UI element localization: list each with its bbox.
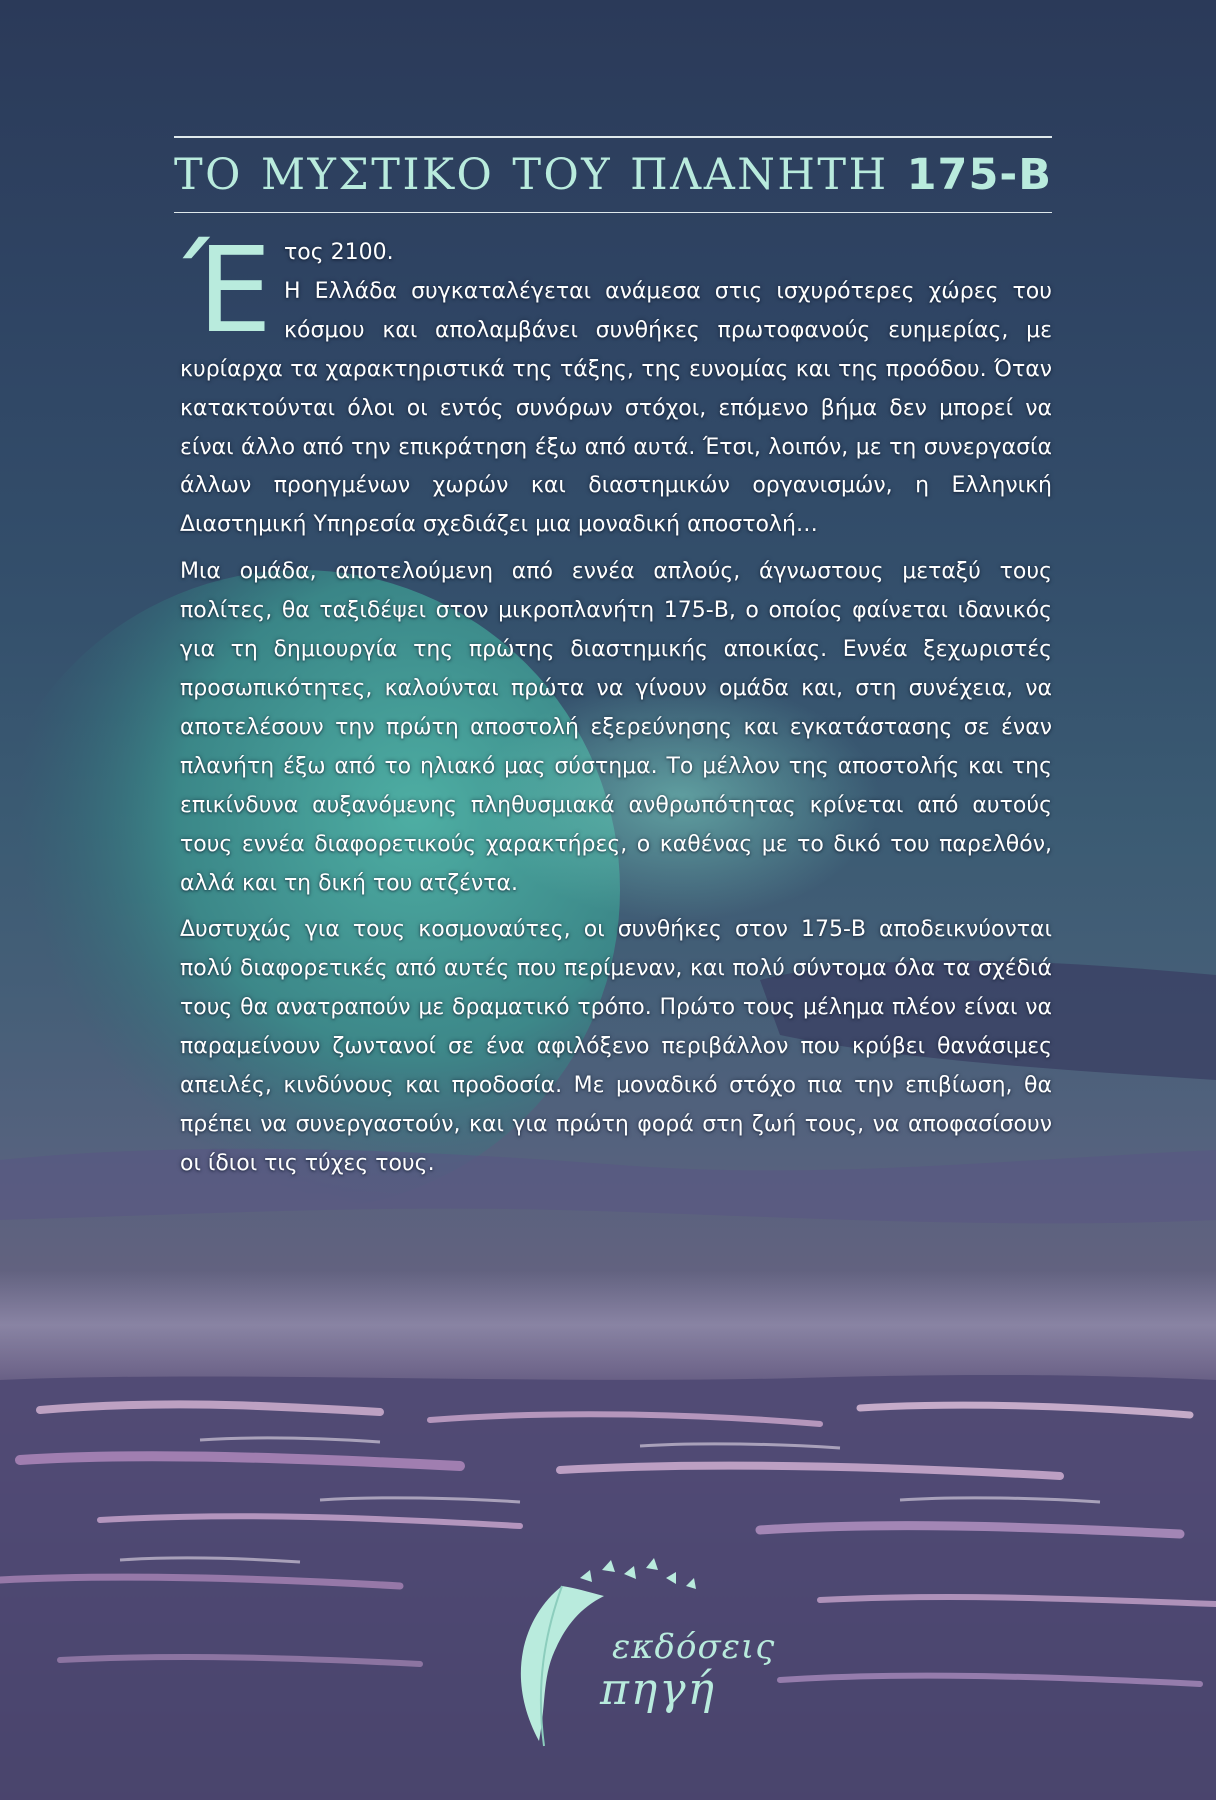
publisher-line-1: εκδόσεις	[612, 1627, 776, 1667]
publisher-line-2: πηγή	[600, 1664, 716, 1715]
title-rule-bottom	[174, 212, 1052, 214]
blurb-lead: τος 2100.	[284, 240, 394, 265]
title-rule-top	[174, 136, 1052, 138]
book-title	[174, 146, 1052, 204]
title-block	[174, 136, 1052, 213]
blurb-paragraph-2: Μια ομάδα, αποτελούμενη από εννέα απλούς, άγνωστους μεταξύ τους πολίτες, θα ταξιδέψει στον μικροπλανήτη 175-Β, ο οποίος φαίνεται ιδανικός για τη δημιουργία της πρώτης διαστημικής αποικίας. Εννέα ξεχωριστές προσωπικότητες, καλούνται πρώτα να γίνουν ομάδα και, στη συνέχεια, να αποτελέσουν την πρώτη αποστολή εξερεύνησης και εγκατάστασης σε έναν πλανήτη έξω από το ηλιακό μας σύστημα. Το μέλλον της αποστολής και της επικίνδυνα αυξανόμενης πληθυσμιακά ανθρωπότητας κρίνεται από αυτούς τους εννέα διαφορετικούς χαρακτήρες, ο καθένας με το δικό του παρελθόν, αλλά και τη δική του ατζέντα.	[180, 559, 1052, 896]
blurb-paragraph-1	[180, 221, 1052, 545]
blurb	[180, 221, 1052, 1192]
drop-cap: Έ	[184, 221, 273, 359]
title-main: ΤΟ ΜΥΣΤΙΚΟ ΤΟΥ ΠΛΑΝΗΤΗ	[174, 149, 889, 200]
blurb-paragraph-1-text: Η Ελλάδα συγκαταλέγεται ανάμεσα στις ισχυρότερες χώρες του κόσμου και απολαμβάνει συνθήκες πρωτοφανούς ευημερίας, με κυρίαρχα τα χαρακτηριστικά της τάξης, της ευνομίας και της προόδου. Όταν κατακτούνται όλοι οι εντός συνόρων στόχοι, επόμενο βήμα δεν μπορεί να είναι άλλο από την επικράτηση έξω από αυτά. Έτσι, λοιπόν, με τη συνεργασία άλλων προηγμένων χωρών και διαστημικών οργανισμών, η Ελληνική Διαστημική Υπηρεσία σχεδιάζει μια μοναδική αποστολή…	[180, 278, 1052, 538]
horizon-light	[0, 1270, 1216, 1380]
blurb-paragraph-3: Δυστυχώς για τους κοσμοναύτες, οι συνθήκες στον 175-Β αποδεικνύονται πολύ διαφορετικές από αυτές που περίμεναν, και πολύ σύντομα όλα τα σχέδιά τους θα ανατραπούν με δραματικό τρόπο. Πρώτο τους μέλημα πλέον είναι να παραμείνουν ζωντανοί σε ένα αφιλόξενο περιβάλλον που κρύβει θανάσιμες απειλές, κινδύνους και προδοσία. Με μοναδικό στόχο πια την επιβίωση, θα πρέπει να συνεργαστούν, και για πρώτη φορά στη ζωή τους, να αποφασίσουν οι ίδιοι τις τύχες τους.	[180, 917, 1052, 1176]
title-code: 175-Β	[906, 149, 1053, 200]
